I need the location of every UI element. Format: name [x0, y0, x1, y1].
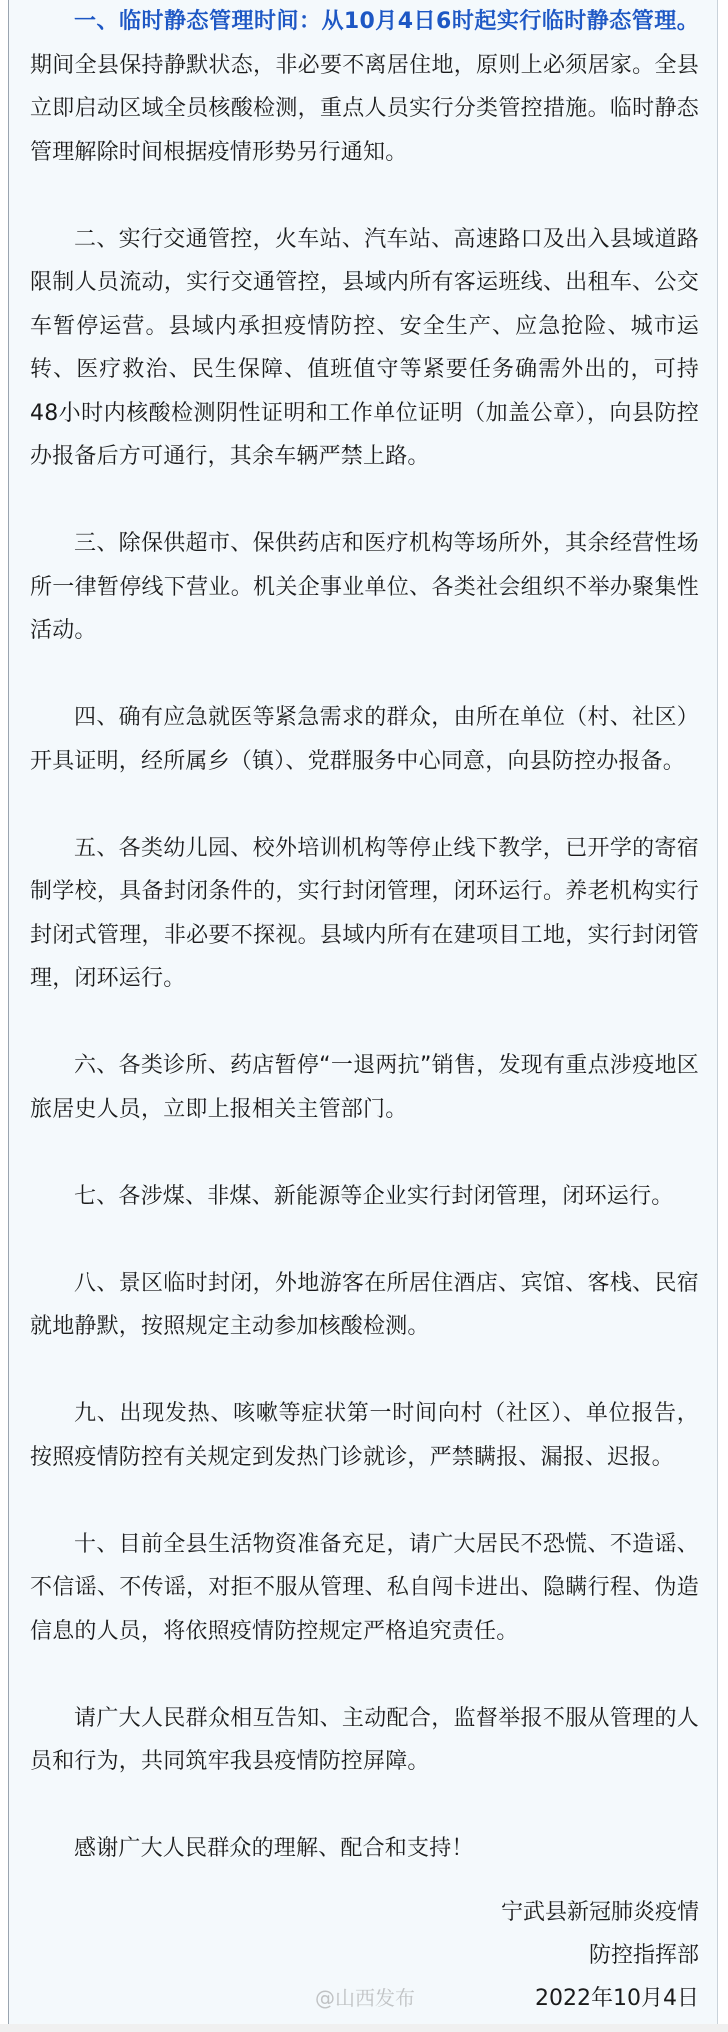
paragraph-10: 十、目前全县生活物资准备充足，请广大居民不恐慌、不造谣、不信谣、不传谣，对拒不服从管理、私自闯卡进出、隐瞒行程、伪造信息的人员，将依照疫情防控规定严格追究责任。: [30, 1531, 699, 1644]
signature-org-line1: 宁武县新冠肺炎疫情: [500, 1899, 699, 1925]
document-body: [30, 0, 699, 1871]
paragraph-2: 二、实行交通管控，火车站、汽车站、高速路口及出入县域道路限制人员流动，实行交通管控，县域内所有客运班线、出租车、公交车暂停运营。县域内承担疫情防控、安全生产、应急抢险、城市运转、医疗救治、民生保障、值班值守等紧要任务确需外出的，可持48小时内核酸检测阴性证明和工作单位证明（加盖公章），向县防控办报备后方可通行，其余车辆严禁上路。: [30, 226, 699, 469]
paragraph-8: 八、景区临时封闭，外地游客在所居住酒店、宾馆、客栈、民宿就地静默，按照规定主动参加核酸检测。: [30, 1270, 699, 1339]
weibo-watermark: @山西发布: [315, 1985, 416, 2010]
paragraph-1-highlight: 一、临时静态管理时间：从10月4日6时起实行临时静态管理。: [74, 9, 699, 34]
paragraph-1: [30, 0, 699, 174]
signature-date-row: [30, 1977, 699, 2020]
signature-date: 2022年10月4日: [535, 1985, 699, 2011]
paragraph-6: 六、各类诊所、药店暂停“一退两抗”销售，发现有重点涉疫地区旅居史人员，立即上报相关主管部门。: [30, 1053, 699, 1122]
paragraph-11: 请广大人民群众相互告知、主动配合，监督举报不服从管理的人员和行为，共同筑牢我县疫情防控屏障。: [30, 1705, 699, 1774]
signature-org-line2: 防控指挥部: [588, 1942, 699, 1968]
document-panel: [8, 0, 718, 2024]
paragraph-1-text: 期间全县保持静默状态，非必要不离居住地，原则上必须居家。全县立即启动区域全员核酸检测，重点人员实行分类管控措施。临时静态管理解除时间根据疫情形势另行通知。: [30, 52, 699, 165]
paragraph-9: 九、出现发热、咳嗽等症状第一时间向村（社区）、单位报告，按照疫情防控有关规定到发热门诊就诊，严禁瞒报、漏报、迟报。: [30, 1401, 699, 1470]
paragraph-7: 七、各涉煤、非煤、新能源等企业实行封闭管理，闭环运行。: [74, 1183, 674, 1209]
paragraph-4: 四、确有应急就医等紧急需求的群众，由所在单位（村、社区）开具证明，经所属乡（镇）、党群服务中心同意，向县防控办报备。: [30, 705, 699, 774]
bottom-strip: [0, 2024, 728, 2032]
paragraph-12: 感谢广大人民群众的理解、配合和支持！: [74, 1836, 474, 1861]
paragraph-5: 五、各类幼儿园、校外培训机构等停止线下教学，已开学的寄宿制学校，具备封闭条件的，实行封闭管理，闭环运行。养老机构实行封闭式管理，非必要不探视。县域内所有在建项目工地，实行封闭管理，闭环运行。: [30, 835, 699, 991]
paragraph-3: 三、除保供超市、保供药店和医疗机构等场所外，其余经营性场所一律暂停线下营业。机关企事业单位、各类社会组织不举办聚集性活动。: [30, 531, 699, 643]
